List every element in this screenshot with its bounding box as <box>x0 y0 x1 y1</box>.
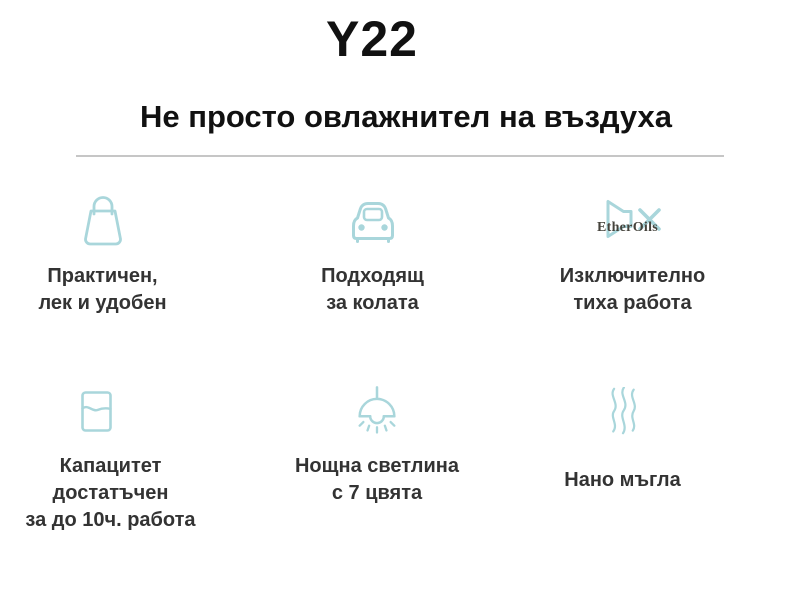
feature-caption <box>530 453 715 494</box>
mist-icon <box>530 382 715 440</box>
feature-nano-mist <box>530 382 715 494</box>
feature-caption-line2: с 7 цвята <box>331 482 423 504</box>
feature-caption-line1: Практичен, <box>47 265 158 287</box>
feature-car <box>280 188 465 317</box>
night-light-icon <box>282 382 472 440</box>
car-icon <box>280 188 465 250</box>
etheroils-watermark: EtherOils <box>596 220 659 235</box>
feature-caption-line2: тиха работа <box>573 292 692 314</box>
feature-capacity <box>8 382 213 534</box>
divider-line <box>76 155 724 157</box>
feature-caption-line2: лек и удобен <box>38 292 167 314</box>
handbag-icon <box>15 188 190 250</box>
feature-night-light <box>282 382 472 507</box>
page-subtitle: Не просто овлажнител на въздуха <box>139 99 673 134</box>
feature-caption-line2: за до 10ч. работа <box>25 509 196 531</box>
feature-caption <box>15 263 190 317</box>
feature-caption <box>540 263 725 317</box>
feature-caption-line1: Капацитет достатъчен <box>52 455 169 504</box>
feature-caption-line1: Нано мъгла <box>564 469 681 491</box>
muted-speaker-icon <box>540 188 725 250</box>
feature-quiet <box>540 188 725 317</box>
feature-caption <box>280 263 465 317</box>
feature-caption-line1: Подходящ <box>321 265 424 287</box>
feature-caption <box>282 453 472 507</box>
feature-caption-line2: за колата <box>326 292 419 314</box>
feature-practical <box>15 188 190 317</box>
feature-caption-line1: Изключително <box>559 265 706 287</box>
feature-caption-line1: Нощна светлина <box>294 455 460 477</box>
feature-caption <box>8 453 213 534</box>
water-tank-icon <box>8 382 213 440</box>
page-title: Y22 <box>326 11 418 67</box>
